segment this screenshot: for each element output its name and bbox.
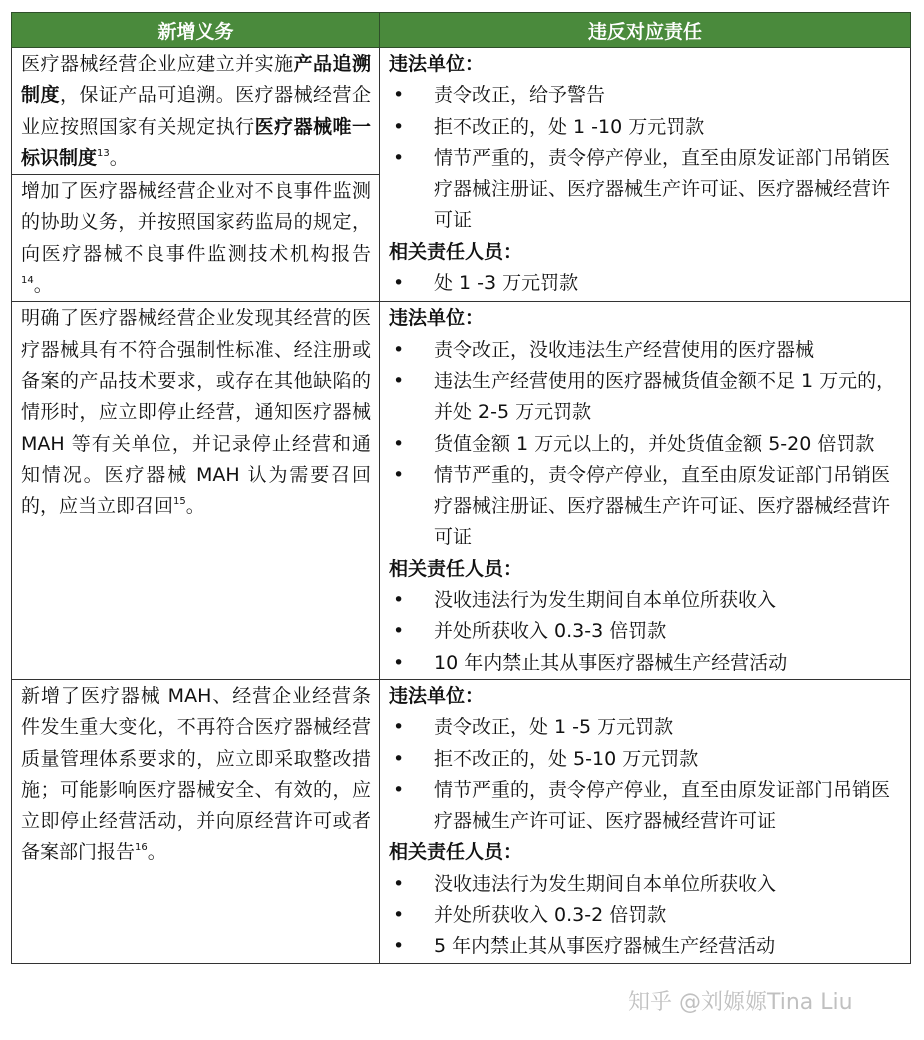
obligation-text: 新增了医疗器械 MAH、经营企业经营条件发生重大变化，不再符合医疗器械经营质量管理体系要求的，应立即采取整改措施；可能影响医疗器械安全、有效的，应立即停止经营活动，并向原经营许可或者备案部门报告 [21, 684, 371, 864]
section-heading-person: 相关责任人员： [389, 557, 523, 580]
unit-penalty-list [389, 80, 900, 236]
person-penalty-list [389, 585, 900, 679]
list-item: • 5 年内禁止其从事医疗器械生产经营活动 [389, 931, 900, 962]
header-liabilities: 违反对应责任 [380, 13, 911, 48]
obligation-text: 。 [109, 146, 129, 169]
person-penalty-list [389, 869, 900, 963]
header-new-obligations: 新增义务 [12, 13, 380, 48]
watermark: 知乎 @刘嫄嫄Tina Liu [628, 990, 853, 1015]
obligation-cell-conditions-change [12, 679, 380, 963]
obligation-text: 增加了医疗器械经营企业对不良事件监测的协助义务，并按照国家药监局的规定，向医疗器械不良事件监测技术机构报告 [21, 180, 371, 265]
obligation-text: 明确了医疗器械经营企业发现其经营的医疗器械具有不符合强制性标准、经注册或备案的产品技术要求，或存在其他缺陷的情形时，应立即停止经营，通知医疗器械 MAH 等有关单位，并记录停止经营和通知情况。医疗器械 MAH 认为需要召回的，应当立即召回 [21, 307, 371, 518]
list-item: • 情节严重的，责令停产停业，直至由原发证部门吊销医疗器械注册证、医疗器械生产许可证、医疗器械经营许可证 [389, 460, 900, 554]
list-item: • 违法生产经营使用的医疗器械货值金额不足 1 万元的，并处 2-5 万元罚款 [389, 366, 900, 429]
section-heading-unit: 违法单位： [389, 307, 485, 330]
obligation-text: 。 [33, 274, 53, 297]
footnote-ref: 14 [21, 275, 34, 287]
list-item: • 10 年内禁止其从事医疗器械生产经营活动 [389, 648, 900, 679]
obligation-text: ，保证产品可追溯。医疗器械经营企业应按照国家有关规定执行 [21, 84, 371, 138]
section-heading-unit: 违法单位： [389, 684, 485, 707]
list-item: • 责令改正，处 1 -5 万元罚款 [389, 712, 900, 743]
obligation-cell-traceability [12, 48, 380, 175]
list-item: • 情节严重的，责令停产停业，直至由原发证部门吊销医疗器械生产许可证、医疗器械经营许可证 [389, 775, 900, 838]
table-row [12, 679, 911, 963]
table-header-row [12, 13, 911, 48]
table-row [12, 48, 911, 175]
list-item: • 没收违法行为发生期间自本单位所获收入 [389, 869, 900, 900]
footnote-ref: 13 [97, 147, 110, 159]
list-item: • 处 1 -3 万元罚款 [389, 268, 900, 299]
obligation-cell-adverse-events [12, 175, 380, 302]
obligation-bold: 医疗器械唯一标识制度 [21, 115, 371, 169]
list-item: • 没收违法行为发生期间自本单位所获收入 [389, 585, 900, 616]
unit-penalty-list [389, 712, 900, 837]
list-item: • 拒不改正的，处 5-10 万元罚款 [389, 744, 900, 775]
list-item: • 情节严重的，责令停产停业，直至由原发证部门吊销医疗器械注册证、医疗器械生产许可证、医疗器械经营许可证 [389, 143, 900, 237]
list-item: • 拒不改正的，处 1 -10 万元罚款 [389, 112, 900, 143]
obligation-text: 。 [185, 495, 205, 518]
obligation-cell-defects [12, 302, 380, 680]
list-item: • 并处所获收入 0.3-3 倍罚款 [389, 616, 900, 647]
list-item: • 责令改正，给予警告 [389, 80, 900, 111]
obligation-text: 医疗器械经营企业应建立并实施 [21, 53, 294, 75]
section-heading-unit: 违法单位： [389, 53, 485, 75]
table-row [12, 302, 911, 680]
person-penalty-list [389, 268, 900, 299]
obligation-bold: 产品追溯制度 [21, 53, 371, 107]
obligations-table [11, 12, 911, 964]
liability-cell [380, 302, 911, 680]
obligation-text: 。 [147, 841, 167, 864]
footnote-ref: 16 [135, 842, 148, 854]
list-item: • 并处所获收入 0.3-2 倍罚款 [389, 900, 900, 931]
liability-cell [380, 679, 911, 963]
footnote-ref: 15 [173, 496, 186, 508]
section-heading-person: 相关责任人员： [389, 841, 523, 864]
section-heading-person: 相关责任人员： [389, 240, 523, 263]
list-item: • 责令改正，没收违法生产经营使用的医疗器械 [389, 335, 900, 366]
liability-cell [380, 48, 911, 302]
unit-penalty-list [389, 335, 900, 554]
list-item: • 货值金额 1 万元以上的，并处货值金额 5-20 倍罚款 [389, 429, 900, 460]
